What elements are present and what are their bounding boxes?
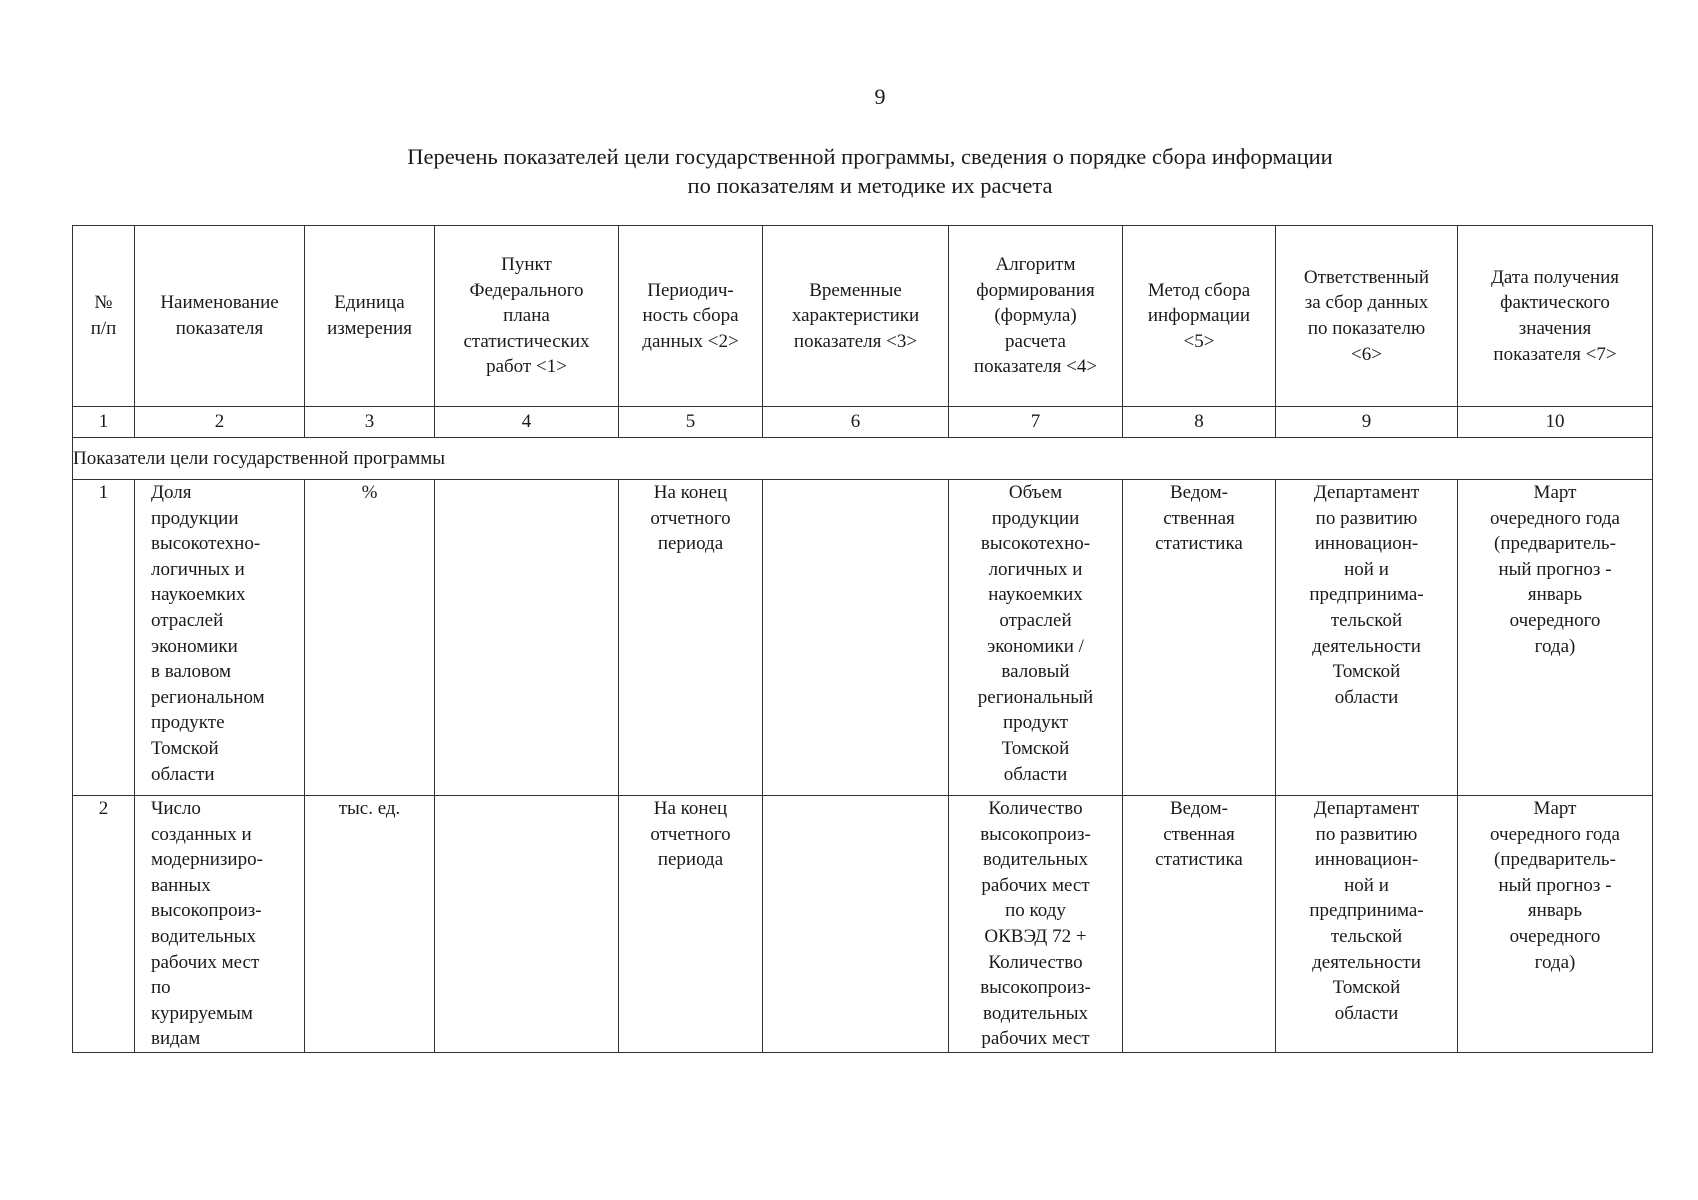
cell-line: Количество (988, 951, 1083, 973)
cell-line: Департамент (1313, 482, 1420, 503)
cell-line: наукоемких (988, 584, 1083, 606)
cell-line: водительных (983, 849, 1088, 871)
cell-line: высокопроиз- (980, 977, 1091, 999)
column-number: 5 (619, 407, 763, 438)
cell-line: года) (1534, 951, 1576, 973)
cell-line: январь (1527, 584, 1583, 606)
cell-line: статистических (463, 330, 590, 352)
indicators-table (72, 225, 1653, 1053)
cell-line: показателя (175, 318, 264, 339)
table-body (73, 407, 1653, 1053)
cell-line: Число (151, 798, 201, 819)
cell-line: отраслей (999, 609, 1072, 631)
cell-line: фактического (1500, 292, 1610, 314)
cell-line: региональный (977, 686, 1094, 708)
column-header-3 (305, 226, 435, 407)
cell-line: На конец (653, 798, 728, 819)
cell-line: (предваритель- (1494, 533, 1616, 555)
cell-line: региональном (151, 686, 265, 708)
cell-line: продукции (151, 507, 239, 529)
header-row (73, 226, 1653, 407)
column-number: 10 (1458, 407, 1653, 438)
column-header-9 (1276, 226, 1458, 407)
cell-line: созданных и (151, 823, 252, 845)
cell-line: очередного года (1490, 507, 1620, 529)
cell-line: высокотехно- (151, 533, 261, 555)
cell-line: по развитию (1315, 507, 1418, 529)
cell-line: инновацион- (1314, 533, 1419, 555)
cell-line: показателя <7> (1493, 343, 1617, 365)
cell-line: Наименование (160, 292, 279, 314)
cell-line: области (1003, 763, 1068, 785)
cell-line: наукоемких (151, 584, 246, 606)
cell-line: характеристики (791, 305, 920, 327)
cell-line: высокотехно- (980, 533, 1091, 555)
cell-line: высокопроиз- (980, 823, 1091, 845)
cell-line: ственная (1163, 823, 1235, 845)
column-header-2 (135, 226, 305, 407)
cell-line: Томской (151, 737, 219, 759)
cell-line: Единица (334, 292, 405, 314)
cell-line: Ведом- (1169, 482, 1228, 503)
cell-line: ОКВЭД 72 + (984, 925, 1087, 947)
cell-line: в валовом (151, 661, 232, 683)
cell-line: № (94, 292, 113, 314)
cell-line: ность сбора (642, 305, 739, 327)
cell-line: периода (657, 533, 724, 555)
cell-line: работ <1> (486, 356, 567, 378)
cell-line: данных <2> (642, 330, 739, 352)
cell-line: ный прогноз - (1498, 558, 1612, 580)
cell-line: экономики / (987, 635, 1084, 657)
cell-line: Временные (809, 279, 902, 301)
column-number: 3 (305, 407, 435, 438)
cell-line: области (151, 763, 215, 785)
cell-line: Департамент (1313, 798, 1420, 819)
cell-line: Томской (1332, 661, 1401, 683)
cell-line: Ответственный (1303, 266, 1430, 288)
cell-line: логичных и (988, 558, 1083, 580)
cell-line: по (151, 977, 171, 999)
column-number: 7 (949, 407, 1123, 438)
column-header-5 (619, 226, 763, 407)
cell-line: показателя <4> (973, 356, 1098, 378)
column-header-1 (73, 226, 135, 407)
cell-line: рабочих мест (981, 1028, 1090, 1050)
table-row (73, 480, 1653, 796)
cell-line: водительных (151, 925, 256, 947)
unit-cell: тыс. ед. (305, 796, 435, 1053)
column-header-7 (949, 226, 1123, 407)
cell-line: года) (1534, 635, 1576, 657)
column-header-10 (1458, 226, 1653, 407)
cell-line: Количество (988, 798, 1083, 819)
cell-line: отраслей (151, 609, 224, 631)
indicator-name-cell (135, 796, 305, 1053)
cell-line: значения (1518, 318, 1592, 339)
unit-cell: % (305, 480, 435, 796)
cell-line: Доля (151, 482, 192, 503)
responsible-cell (1276, 796, 1458, 1053)
document-title (0, 142, 1698, 200)
column-number: 1 (73, 407, 135, 438)
cell-line: модернизиро- (151, 849, 263, 871)
cell-line: области (1334, 1002, 1399, 1024)
cell-line: Дата получения (1490, 266, 1620, 288)
row-number-cell: 2 (73, 796, 135, 1053)
cell-line: по развитию (1315, 823, 1418, 845)
collection-method-cell (1123, 796, 1276, 1053)
cell-line: тельской (1330, 925, 1403, 947)
date-cell (1458, 796, 1653, 1053)
cell-line: по показателю (1307, 318, 1426, 339)
section-row (73, 438, 1653, 480)
cell-line: ной и (1344, 558, 1389, 580)
cell-line: продукте (151, 712, 225, 734)
document-title-line: по показателям и методике их расчета (687, 173, 1053, 198)
cell-line: логичных и (151, 558, 245, 580)
cell-line: предпринима- (1309, 900, 1424, 922)
cell-line: Томской (1332, 977, 1401, 999)
cell-line: Метод сбора (1147, 279, 1251, 301)
cell-line: На конец (653, 482, 728, 503)
periodicity-cell (619, 480, 763, 796)
cell-line: январь (1527, 900, 1583, 922)
cell-line: п/п (90, 318, 117, 339)
cell-line: Томской (1001, 737, 1070, 759)
cell-line: продукт (1002, 712, 1069, 734)
federal-plan-cell (435, 480, 619, 796)
cell-line: высокопроиз- (151, 900, 262, 922)
document-title-line: Перечень показателей цели государственной программы, сведения о порядке сбора информации (407, 144, 1333, 169)
collection-method-cell (1123, 480, 1276, 796)
cell-line: за сбор данных (1304, 292, 1429, 314)
cell-line: тельской (1330, 609, 1403, 631)
cell-line: ной и (1344, 874, 1389, 896)
cell-line: (предваритель- (1494, 849, 1616, 871)
federal-plan-cell (435, 796, 619, 1053)
cell-line: ственная (1163, 507, 1235, 529)
cell-line: по коду (1005, 900, 1066, 922)
cell-line: очередного (1509, 925, 1601, 947)
row-number-cell: 1 (73, 480, 135, 796)
column-header-6 (763, 226, 949, 407)
cell-line: инновацион- (1314, 849, 1419, 871)
cell-line: статистика (1155, 533, 1243, 555)
page-number: 9 (874, 84, 886, 109)
cell-line: видам (151, 1028, 201, 1050)
column-number: 8 (1123, 407, 1276, 438)
responsible-cell (1276, 480, 1458, 796)
algorithm-cell (949, 480, 1123, 796)
cell-line: Алгоритм (995, 254, 1076, 276)
cell-line: деятельности (1312, 635, 1421, 657)
cell-line: экономики (151, 635, 238, 657)
time-characteristics-cell (763, 480, 949, 796)
section-title: Показатели цели государственной программы (73, 438, 1653, 480)
column-header-4 (435, 226, 619, 407)
cell-line: периода (657, 849, 724, 871)
cell-line: водительных (983, 1002, 1088, 1024)
cell-line: Март (1533, 482, 1577, 503)
cell-line: <6> (1351, 343, 1382, 365)
cell-line: плана (503, 305, 550, 327)
periodicity-cell (619, 796, 763, 1053)
cell-line: статистика (1155, 849, 1243, 871)
column-numbers-row (73, 407, 1653, 438)
column-number: 9 (1276, 407, 1458, 438)
cell-line: <5> (1183, 330, 1215, 352)
cell-line: Объем (1008, 482, 1063, 503)
table-row (73, 796, 1653, 1053)
cell-line: предпринима- (1309, 584, 1424, 606)
cell-line: Пункт (501, 254, 552, 276)
indicator-name-cell (135, 480, 305, 796)
cell-line: Периодич- (647, 279, 734, 301)
cell-line: валовый (1001, 661, 1070, 683)
cell-line: расчета (1005, 330, 1066, 352)
algorithm-cell (949, 796, 1123, 1053)
column-number: 4 (435, 407, 619, 438)
cell-line: измерения (327, 318, 412, 339)
cell-line: ный прогноз - (1498, 874, 1612, 896)
cell-line: курируемым (151, 1002, 253, 1024)
cell-line: Ведом- (1169, 798, 1228, 819)
cell-line: очередного года (1490, 823, 1620, 845)
cell-line: показателя <3> (793, 330, 918, 352)
cell-line: отчетного (650, 823, 731, 845)
cell-line: отчетного (650, 507, 731, 529)
cell-line: продукции (991, 507, 1080, 529)
column-number: 2 (135, 407, 305, 438)
cell-line: (формула) (994, 305, 1077, 327)
cell-line: Март (1533, 798, 1577, 819)
time-characteristics-cell (763, 796, 949, 1053)
column-number: 6 (763, 407, 949, 438)
cell-line: деятельности (1312, 951, 1421, 973)
cell-line: области (1334, 686, 1399, 708)
date-cell (1458, 480, 1653, 796)
cell-line: информации (1147, 305, 1251, 327)
column-header-8 (1123, 226, 1276, 407)
cell-line: очередного (1509, 609, 1601, 631)
cell-line: рабочих мест (151, 951, 260, 973)
cell-line: ванных (151, 874, 211, 896)
cell-line: рабочих мест (981, 874, 1090, 896)
cell-line: Федерального (469, 279, 584, 301)
cell-line: формирования (976, 279, 1095, 301)
